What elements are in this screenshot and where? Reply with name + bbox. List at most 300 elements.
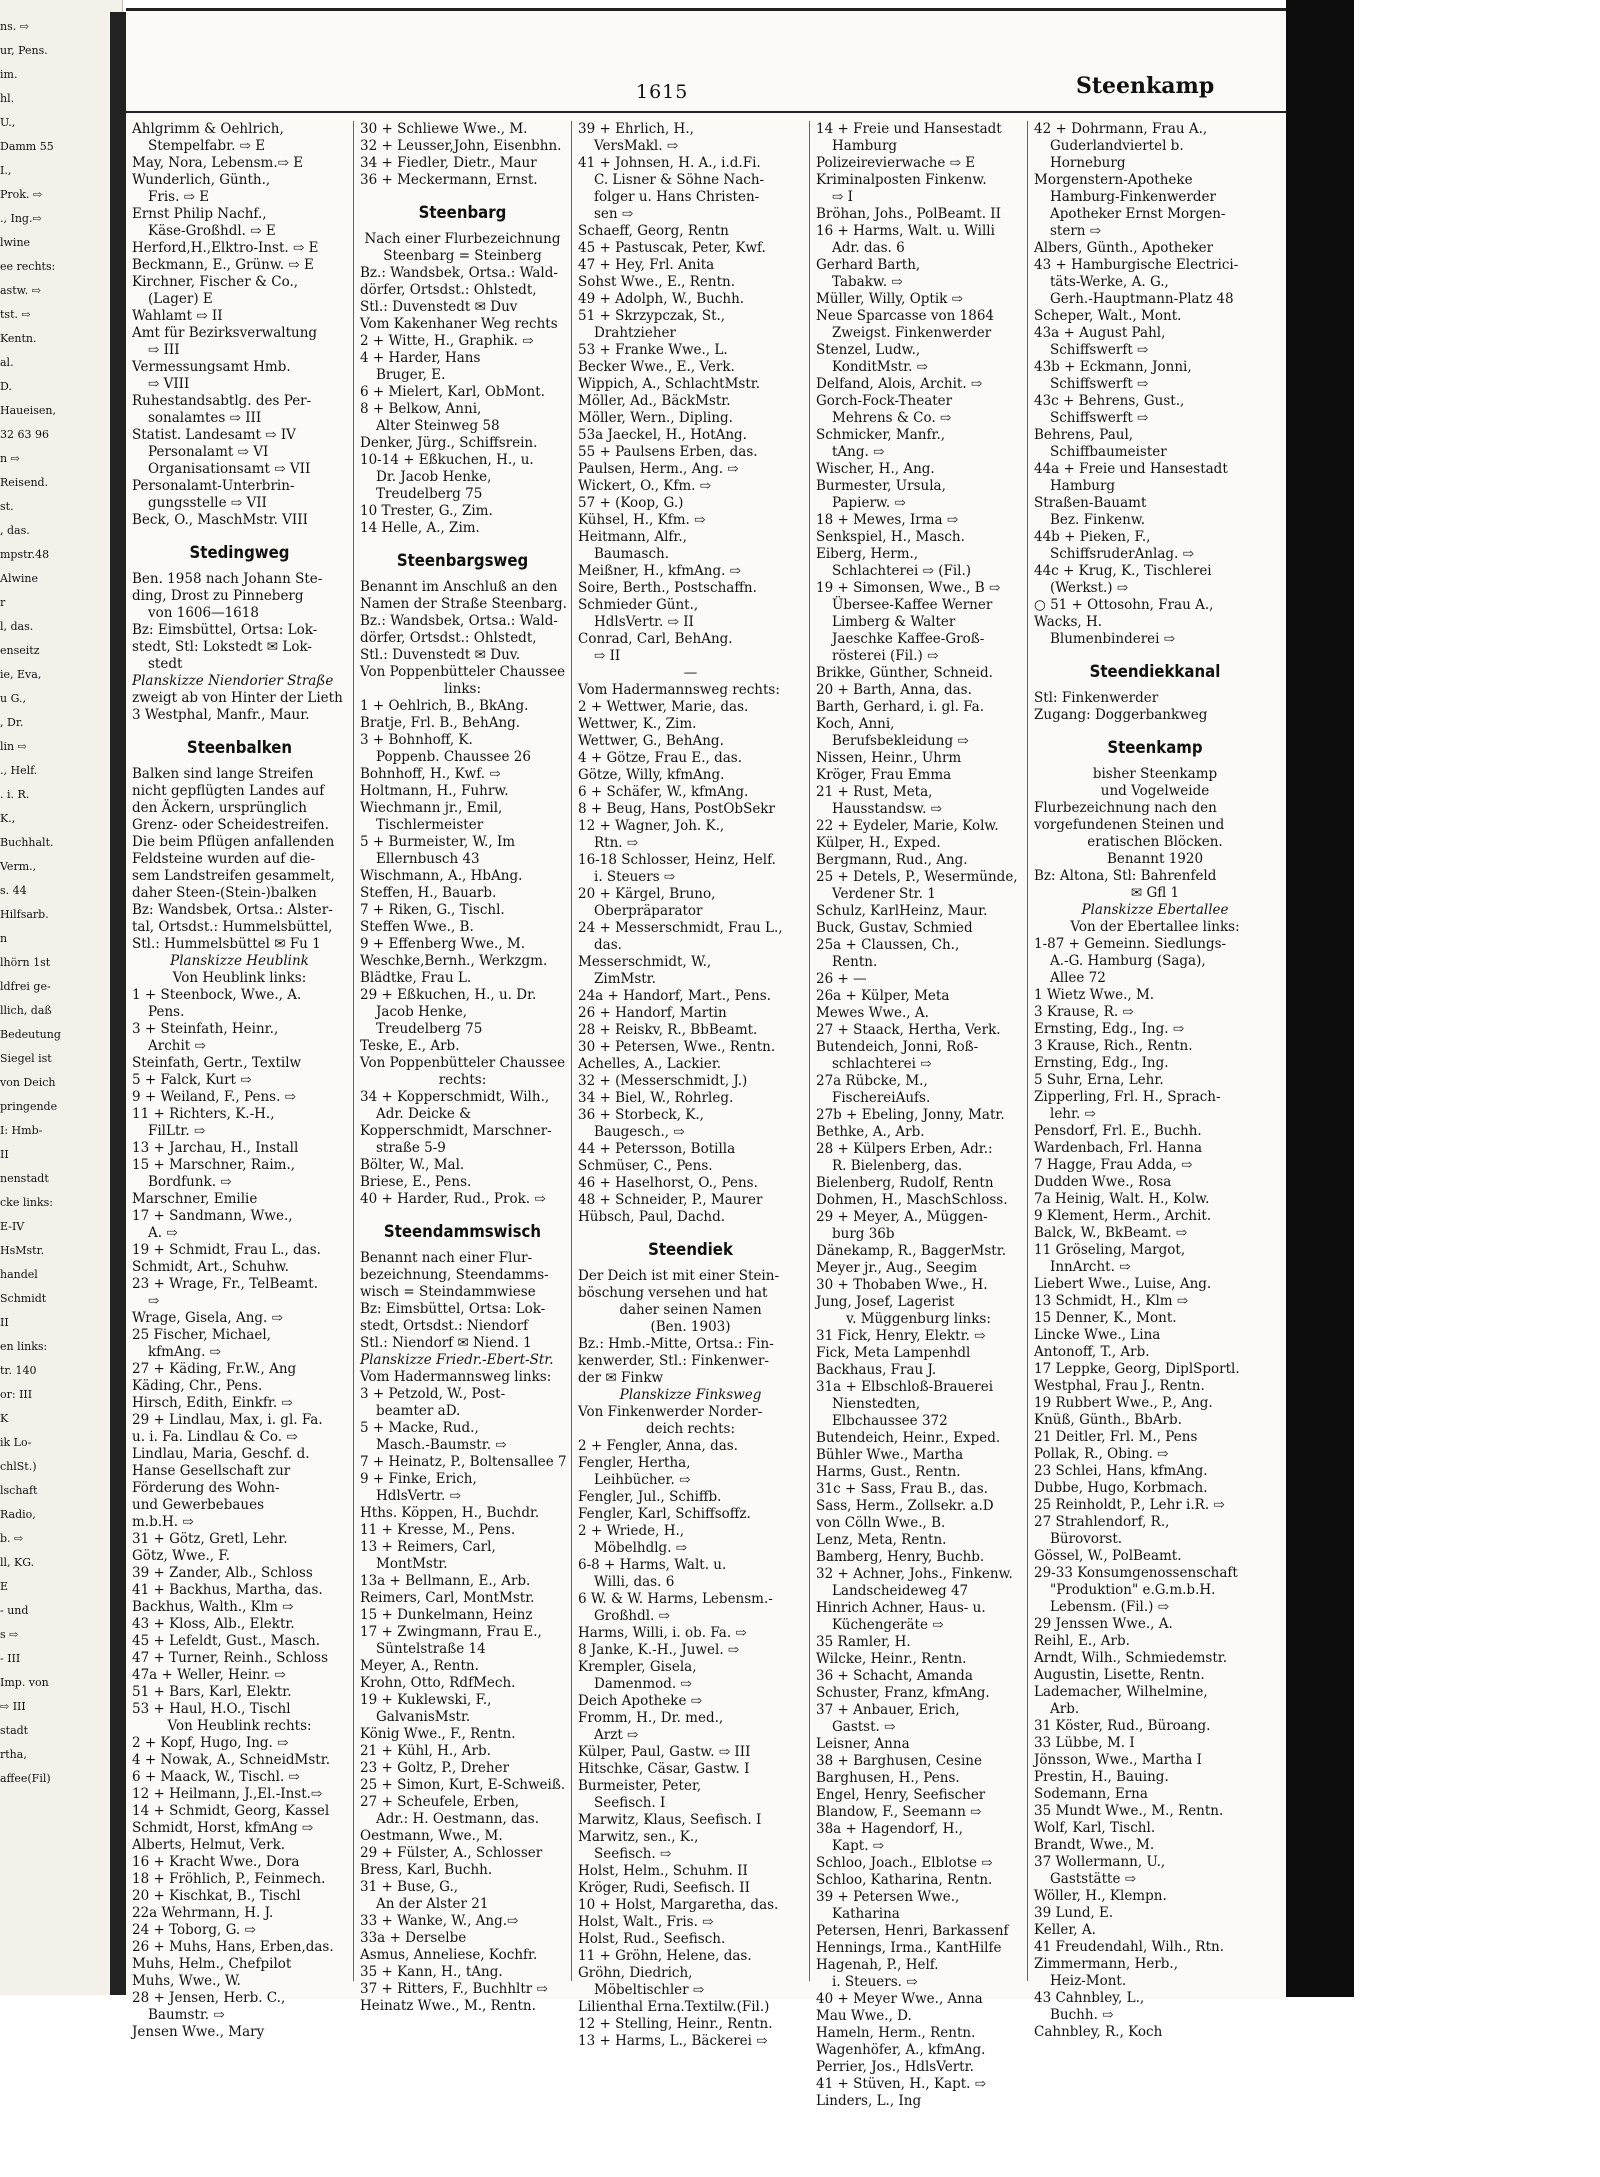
directory-entry: Deich Apotheke ⇨	[578, 1693, 703, 1709]
column-1	[126, 121, 354, 2040]
directory-entry: Vom Hadermannsweg links:	[360, 1369, 552, 1385]
directory-entry: ⇨ I	[832, 189, 853, 205]
directory-entry: Heitmann, Alfr.,	[578, 529, 687, 545]
left-page-fragment: l, das.	[0, 620, 34, 633]
directory-entry: Meyer, A., Rentn.	[360, 1658, 479, 1674]
left-page-fragment: Schmidt	[0, 1292, 47, 1305]
directory-entry: Von Heublink links:	[172, 970, 307, 986]
left-page-fragment: Imp. von	[0, 1676, 49, 1689]
directory-entry: Alter Steinweg 58	[376, 418, 500, 434]
directory-entry: Cahnbley, R., Koch	[1034, 2024, 1163, 2040]
left-page-fragment: - III	[0, 1652, 21, 1665]
directory-entry: Nissen, Heinr., Uhrm	[816, 750, 962, 766]
directory-entry: 10 Trester, G., Zim.	[360, 503, 493, 519]
directory-entry: Schiffswerft ⇨	[1050, 410, 1149, 426]
directory-entry: Vermessungsamt Hmb.	[132, 359, 291, 375]
directory-entry: 40 + Harder, Rud., Prok. ⇨	[360, 1191, 546, 1207]
directory-entry: 8 Janke, K.-H., Juwel. ⇨	[578, 1642, 740, 1658]
directory-entry: Übersee-Kaffee Werner	[832, 597, 993, 613]
directory-entry: 33 Lübbe, M. I	[1034, 1735, 1135, 1751]
directory-entry: Delfand, Alois, Archit. ⇨	[816, 376, 983, 392]
directory-entry: dörfer, Ortsdst.: Ohlstedt,	[360, 630, 537, 646]
directory-entry: Verdener Str. 1	[832, 886, 936, 902]
directory-entry: 28 + Reiskv, R., BbBeamt.	[578, 1022, 758, 1038]
directory-entry: 48 + Schneider, P., Maurer	[578, 1192, 763, 1208]
directory-entry: Gerhard Barth,	[816, 257, 921, 273]
street-heading: Steendiek	[648, 1240, 733, 1260]
left-page-fragment: tst. ⇨	[0, 308, 31, 321]
directory-entry: 18 + Fröhlich, P., Feinmech.	[132, 1871, 326, 1887]
street-heading: Steendiekkanal	[1089, 662, 1221, 682]
directory-entry: Treudelberg 75	[376, 486, 483, 502]
directory-entry: sonalamtes ⇨ III	[148, 410, 262, 426]
left-page-fragment: K.,	[0, 812, 16, 825]
directory-entry: Grenz- oder Scheidestreifen.	[132, 817, 329, 833]
directory-entry: Dohmen, H., MaschSchloss.	[816, 1192, 1008, 1208]
directory-entry: Gerh.-Hauptmann-Platz 48	[1050, 291, 1234, 307]
directory-entry: Förderung des Wohn-	[132, 1480, 280, 1496]
directory-entry: Fengler, Hertha,	[578, 1455, 691, 1471]
directory-entry: 16 + Harms, Walt. u. Willi	[816, 223, 995, 239]
directory-entry: Adr. Deicke &	[376, 1106, 472, 1122]
directory-entry: VersMakl. ⇨	[594, 138, 679, 154]
directory-entry: SchiffsruderAnlag. ⇨	[1050, 546, 1194, 562]
directory-entry: 35 Ramler, H.	[816, 1634, 911, 1650]
directory-entry: Benannt nach einer Flur-	[360, 1250, 533, 1266]
directory-entry: 5 + Falck, Kurt ⇨	[132, 1072, 252, 1088]
directory-entry: 31c + Sass, Frau B., das.	[816, 1481, 988, 1497]
directory-entry: 35 + Kann, H., tAng.	[360, 1964, 503, 1980]
left-page-fragment: I.,	[0, 164, 12, 177]
directory-entry: 39 + Ehrlich, H.,	[578, 121, 694, 137]
directory-entry: Pensdorf, Frl. E., Buchh.	[1034, 1123, 1202, 1139]
directory-entry: Balck, W., BkBeamt. ⇨	[1034, 1225, 1188, 1241]
directory-entry: 3 + Bohnhoff, K.	[360, 732, 473, 748]
directory-entry: 36 + Meckermann, Ernst.	[360, 172, 538, 188]
directory-entry: Holtmann, H., Fuhrw.	[360, 783, 509, 799]
directory-entry: 10-14 + Eßkuchen, H., u.	[360, 452, 534, 468]
directory-entry: Guderlandviertel b.	[1050, 138, 1184, 154]
directory-entry: 41 + Stüven, H., Kapt. ⇨	[816, 2076, 987, 2092]
left-page-fragment: n ⇨	[0, 452, 20, 465]
directory-entry: 20 + Barth, Anna, das.	[816, 682, 972, 698]
directory-entry: Götz, Wwe., F.	[132, 1548, 230, 1564]
directory-entry: Wrage, Gisela, Ang. ⇨	[132, 1310, 283, 1326]
directory-entry: 30 + Thobaben Wwe., H.	[816, 1277, 988, 1293]
directory-entry: 43 Cahnbley, L.,	[1034, 1990, 1145, 2006]
left-page-fragment: , Dr.	[0, 716, 24, 729]
left-page-fragment: ik Lo-	[0, 1436, 32, 1449]
directory-entry: Archit ⇨	[148, 1038, 206, 1054]
directory-entry: Namen der Straße Steenbarg.	[360, 596, 567, 612]
directory-entry: Lilienthal Erna.Textilw.(Fil.)	[578, 1999, 770, 2015]
left-page-fragment: ie, Eva,	[0, 668, 42, 681]
directory-entry: Sohst Wwe., E., Rentn.	[578, 274, 735, 290]
directory-entry: Drahtzieher	[594, 325, 677, 341]
directory-entry: 38 + Barghusen, Cesine	[816, 1753, 982, 1769]
left-page-fragment: st.	[0, 500, 14, 513]
directory-entry: 47a + Weller, Heinr. ⇨	[132, 1667, 286, 1683]
directory-page	[126, 8, 1286, 2109]
directory-entry: Gröhn, Diedrich,	[578, 1965, 693, 1981]
directory-entry: Holst, Rud., Seefisch.	[578, 1931, 726, 1947]
street-heading: Stedingweg	[189, 543, 290, 563]
directory-entry: Nach einer Flurbezeichnung	[364, 231, 561, 247]
left-page-fragment: Radio,	[0, 1508, 36, 1521]
directory-entry: Buck, Gustav, Schmied	[816, 920, 973, 936]
directory-entry: Zimmermann, Herb.,	[1034, 1956, 1179, 1972]
left-page-fragment: Reisend.	[0, 476, 49, 489]
left-page-fragment: Verm.,	[0, 860, 37, 873]
directory-entry: 21 + Rust, Meta,	[816, 784, 933, 800]
directory-entry: Ellernbusch 43	[376, 851, 480, 867]
left-page-fragment: hl.	[0, 92, 15, 105]
directory-entry: 49 + Adolph, W., Buchh.	[578, 291, 745, 307]
directory-entry: Wahlamt ⇨ II	[132, 308, 223, 324]
directory-entry: 15 + Marschner, Raim.,	[132, 1157, 296, 1173]
directory-entry: Möller, Wern., Dipling.	[578, 410, 733, 426]
directory-entry: 11 Gröseling, Margot,	[1034, 1242, 1186, 1258]
directory-entry: 31 + Buse, G.,	[360, 1879, 459, 1895]
directory-entry: Lindlau, Maria, Geschf. d.	[132, 1446, 310, 1462]
directory-entry: Stl.: Duvenstedt ✉ Duv.	[360, 647, 521, 663]
directory-entry: das.	[594, 937, 622, 953]
directory-entry: Wippich, A., SchlachtMstr.	[578, 376, 761, 392]
left-page-fragment: u G.,	[0, 692, 26, 705]
directory-entry: Balken sind lange Streifen	[132, 766, 314, 782]
directory-entry: 2 + Kopf, Hugo, Ing. ⇨	[132, 1735, 289, 1751]
directory-entry: Arb.	[1050, 1701, 1080, 1717]
directory-entry: Ben. 1958 nach Johann Ste-	[132, 571, 323, 587]
directory-entry: 44c + Krug, K., Tischlerei	[1034, 563, 1212, 579]
directory-entry: Briese, E., Pens.	[360, 1174, 472, 1190]
directory-entry: Conrad, Carl, BehAng.	[578, 631, 733, 647]
directory-entry: 45 + Lefeldt, Gust., Masch.	[132, 1633, 321, 1649]
directory-entry: 15 Denner, K., Mont.	[1034, 1310, 1177, 1326]
directory-entry: R. Bielenberg, das.	[832, 1158, 963, 1174]
directory-entry: Denker, Jürg., Schiffsrein.	[360, 435, 538, 451]
directory-entry: 43a + August Pahl,	[1034, 325, 1166, 341]
left-page-fragment: astw. ⇨	[0, 284, 41, 297]
page-number: 1615	[636, 81, 689, 103]
directory-entry: Küchengeräte ⇨	[832, 1617, 944, 1633]
directory-entry: KonditMstr. ⇨	[832, 359, 928, 375]
directory-entry: Masch.-Baumstr. ⇨	[376, 1437, 507, 1453]
directory-entry: 31a + Elbschloß-Brauerei	[816, 1379, 994, 1395]
directory-entry: von 1606—1618	[148, 605, 259, 621]
directory-entry: 7 + Heinatz, P., Boltensallee 7	[360, 1454, 567, 1470]
directory-entry: Weschke,Bernh., Werkzgm.	[360, 953, 548, 969]
directory-entry: Stl: Finkenwerder	[1034, 690, 1159, 706]
directory-entry: 44a + Freie und Hansestadt	[1034, 461, 1228, 477]
directory-entry: Bergmann, Rud., Ang.	[816, 852, 968, 868]
directory-entry: 24a + Handorf, Mart., Pens.	[578, 988, 771, 1004]
header-rule	[126, 111, 1286, 113]
directory-entry: nicht gepflügten Landes auf	[132, 783, 325, 799]
directory-entry: Fromm, H., Dr. med.,	[578, 1710, 724, 1726]
directory-entry: 43b + Eckmann, Jonni,	[1034, 359, 1192, 375]
directory-entry: Blandow, F., Seemann ⇨	[816, 1804, 982, 1820]
street-heading: Steenbargsweg	[396, 551, 529, 571]
directory-entry: 41 + Johnsen, H. A., i.d.Fi.	[578, 155, 761, 171]
directory-entry: Vom Hadermannsweg rechts:	[578, 682, 780, 698]
directory-entry: Blädtke, Frau L.	[360, 970, 472, 986]
directory-entry: 25 Fischer, Michael,	[132, 1327, 271, 1343]
directory-entry: Müller, Willy, Optik ⇨	[816, 291, 963, 307]
directory-entry: 1 + Steenbock, Wwe., A.	[132, 987, 302, 1003]
directory-entry: und Gewerbebaues	[132, 1497, 265, 1513]
directory-entry: Bröhan, Johs., PolBeamt. II	[816, 206, 1001, 222]
directory-entry: Prestin, H., Bauing.	[1034, 1769, 1169, 1785]
street-heading: Steenbalken	[186, 738, 293, 758]
left-page-fragment: , das.	[0, 524, 30, 537]
directory-entry: 6 + Mielert, Karl, ObMont.	[360, 384, 545, 400]
directory-entry: Die beim Pflügen anfallenden	[132, 834, 335, 850]
left-page-fragment: II	[0, 1148, 9, 1161]
directory-entry: Gorch-Fock-Theater	[816, 393, 953, 409]
directory-entry: Jung, Josef, Lagerist	[816, 1294, 955, 1310]
directory-entry: 19 + Schmidt, Frau L., das.	[132, 1242, 321, 1258]
directory-entry: Hausstandsw. ⇨	[832, 801, 942, 817]
directory-entry: beamter aD.	[376, 1403, 461, 1419]
directory-entry: Polizeirevierwache ⇨ E	[816, 155, 976, 171]
directory-entry: A. ⇨	[148, 1225, 178, 1241]
directory-entry: Stenzel, Ludw.,	[816, 342, 921, 358]
directory-entry: 7 Hagge, Frau Adda, ⇨	[1034, 1157, 1193, 1173]
directory-entry: 3 Westphal, Manfr., Maur.	[132, 707, 310, 723]
left-page-fragment: Damm 55	[0, 140, 54, 153]
directory-entry: 43 + Kloss, Alb., Elektr.	[132, 1616, 295, 1632]
directory-entry: Flurbezeichnung nach den	[1034, 800, 1217, 816]
directory-entry: von Cölln Wwe., B.	[816, 1515, 946, 1531]
street-heading: Steenbarg	[418, 203, 507, 223]
directory-entry: 39 Lund, E.	[1034, 1905, 1114, 1921]
left-page-fragment: handel	[0, 1268, 38, 1281]
directory-entry: Engel, Henry, Seefischer	[816, 1787, 986, 1803]
directory-entry: ○ 51 + Ottosohn, Frau A.,	[1034, 597, 1214, 613]
directory-entry: eratischen Blöcken.	[1087, 834, 1223, 850]
directory-entry: 6 + Schäfer, W., kfmAng.	[578, 784, 749, 800]
directory-entry: 36 + Schacht, Amanda	[816, 1668, 973, 1684]
directory-entry: Arzt ⇨	[594, 1727, 639, 1743]
directory-entry: Feldsteine wurden auf die-	[132, 851, 316, 867]
left-page-fragment: Bedeutung	[0, 1028, 61, 1041]
directory-entry: Brandt, Wwe., M.	[1034, 1837, 1155, 1853]
directory-entry: schlachterei ⇨	[832, 1056, 932, 1072]
directory-entry: Dr. Jacob Henke,	[376, 469, 492, 485]
directory-entry: Damenmod. ⇨	[594, 1676, 692, 1692]
directory-entry: Holst, Walt., Fris. ⇨	[578, 1914, 714, 1930]
directory-entry: stedt, Stl: Lokstedt ✉ Lok-	[132, 639, 312, 655]
directory-entry: Behrens, Paul,	[1034, 427, 1134, 443]
directory-entry: Seefisch. I	[594, 1795, 666, 1811]
directory-entry: 19 + Simonsen, Wwe., B ⇨	[816, 580, 1001, 596]
directory-entry: Katharina	[832, 1906, 900, 1922]
directory-entry: 11 + Kresse, M., Pens.	[360, 1522, 516, 1538]
directory-entry: u. i. Fa. Lindlau & Co. ⇨	[132, 1429, 298, 1445]
directory-entry: gungsstelle ⇨ VII	[148, 495, 267, 511]
directory-entry: 4 + Nowak, A., SchneidMstr.	[132, 1752, 330, 1768]
directory-entry: Wöller, H., Klempn.	[1034, 1888, 1167, 1904]
directory-entry: Lincke Wwe., Lina	[1034, 1327, 1161, 1343]
directory-entry: 26 + —	[816, 971, 867, 987]
directory-entry: 3 + Petzold, W., Post-	[360, 1386, 506, 1402]
directory-entry: 47 + Turner, Reinh., Schloss	[132, 1650, 329, 1666]
left-page-fragment: tr. 140	[0, 1364, 37, 1377]
directory-entry: 7 + Riken, G., Tischl.	[360, 902, 505, 918]
directory-entry: Mau Wwe., D.	[816, 2008, 912, 2024]
directory-entry: 17 + Sandmann, Wwe.,	[132, 1208, 293, 1224]
directory-entry: Reimers, Carl, MontMstr.	[360, 1590, 535, 1606]
directory-entry: Möller, Ad., BäckMstr.	[578, 393, 731, 409]
directory-entry: bezeichnung, Steendamms-	[360, 1267, 549, 1283]
directory-entry: 46 + Haselhorst, O., Pens.	[578, 1175, 758, 1191]
left-page-fragment: K	[0, 1412, 9, 1425]
directory-entry: Heiz-Mont.	[1050, 1973, 1127, 1989]
directory-entry: Alberts, Helmut, Verk.	[132, 1837, 286, 1853]
directory-entry: 23 + Goltz, P., Dreher	[360, 1760, 510, 1776]
directory-entry: 13 + Jarchau, H., Install	[132, 1140, 299, 1156]
left-page-fragment: b. ⇨	[0, 1532, 24, 1545]
directory-entry: ✉ Gfl 1	[1130, 885, 1180, 901]
directory-entry: Oestmann, Wwe., M.	[360, 1828, 503, 1844]
left-page-fragment: ldfrei ge-	[0, 980, 51, 993]
directory-entry: Käding, Chr., Pens.	[132, 1378, 263, 1394]
directory-entry: 13 Schmidt, H., Klm ⇨	[1034, 1293, 1189, 1309]
column-2	[354, 121, 572, 2014]
directory-entry: Wunderlich, Günth.,	[132, 172, 271, 188]
directory-entry: Zweigst. Finkenwerder	[832, 325, 992, 341]
directory-entry: 19 + Kuklewski, F.,	[360, 1692, 492, 1708]
directory-entry: Sass, Herm., Zollsekr. a.D	[816, 1498, 994, 1514]
directory-entry: Adr. das. 6	[832, 240, 905, 256]
directory-entry: Bruger, E.	[376, 367, 446, 383]
directory-entry: Hamburg	[832, 138, 898, 154]
left-page-fragment: stadt	[0, 1724, 29, 1737]
directory-entry: 33a + Derselbe	[360, 1930, 467, 1946]
directory-entry: 15 + Dunkelmann, Heinz	[360, 1607, 533, 1623]
directory-entry: 53 + Haul, H.O., Tischl	[132, 1701, 291, 1717]
directory-entry: 6 + Maack, W., Tischl. ⇨	[132, 1769, 300, 1785]
directory-entry: rösterei (Fil.) ⇨	[832, 648, 939, 664]
directory-entry: Barghusen, H., Pens.	[816, 1770, 960, 1786]
directory-entry: 36 + Storbeck, K.,	[578, 1107, 704, 1123]
directory-entry: Von der Ebertallee links:	[1070, 919, 1240, 935]
left-page-fragment: cke links:	[0, 1196, 53, 1209]
directory-entry: Hanse Gesellschaft zur	[132, 1463, 291, 1479]
left-page-fragment: r	[0, 596, 6, 609]
directory-entry: 9 + Weiland, F., Pens. ⇨	[132, 1089, 296, 1105]
directory-entry: Käse-Großhdl. ⇨ E	[148, 223, 276, 239]
directory-entry: Kopperschmidt, Marschner-	[360, 1123, 552, 1139]
directory-entry: Reihl, E., Arb.	[1034, 1633, 1130, 1649]
left-page-fragment: HsMstr.	[0, 1244, 45, 1257]
directory-entry: 11 + Richters, K.-H.,	[132, 1106, 275, 1122]
directory-entry: (Lager) E	[148, 291, 213, 307]
directory-entry: HdlsVertr. ⇨	[376, 1488, 461, 1504]
directory-entry: 29-33 Konsumgenossenschaft	[1034, 1565, 1238, 1581]
directory-entry: C. Lisner & Söhne Nach-	[594, 172, 765, 188]
left-page-fragment: Alwine	[0, 572, 38, 585]
directory-entry: 32 + Leusser,John, Eisenbhn.	[360, 138, 562, 154]
directory-entry: 22 + Eydeler, Marie, Kolw.	[816, 818, 999, 834]
directory-entry: Backhaus, Frau J.	[816, 1362, 937, 1378]
directory-entry: Adr.: H. Oestmann, das.	[376, 1811, 539, 1827]
map-reference: Planskizze Friedr.-Ebert-Str.	[360, 1352, 554, 1368]
directory-entry: tal, Ortsdst.: Hummelsbüttel,	[132, 919, 333, 935]
directory-entry: 37 + Ritters, F., Buchhltr ⇨	[360, 1981, 548, 1997]
directory-entry: Wagenhöfer, A., kfmAng.	[816, 2042, 986, 2058]
directory-entry: straße 5-9	[376, 1140, 446, 1156]
left-page-fragment: ., Helf.	[0, 764, 38, 777]
directory-entry: Bz: Wandsbek, Ortsa.: Alster-	[132, 902, 333, 918]
directory-entry: Schiffswerft ⇨	[1050, 342, 1149, 358]
directory-entry: GalvanisMstr.	[376, 1709, 471, 1725]
directory-entry: i. Steuers. ⇨	[832, 1974, 918, 1990]
directory-entry: Zugang: Doggerbankweg	[1034, 707, 1208, 723]
directory-entry: Dudden Wwe., Rosa	[1034, 1174, 1172, 1190]
directory-entry: 12 + Wagner, Joh. K.,	[578, 818, 725, 834]
directory-entry: den Äckern, ursprünglich	[132, 800, 307, 816]
left-page-fragment: ee rechts:	[0, 260, 56, 273]
directory-entry: 47 + Hey, Frl. Anita	[578, 257, 715, 273]
directory-entry: Buchh. ⇨	[1050, 2007, 1114, 2023]
column-5	[1028, 121, 1282, 2040]
directory-entry: 1 + Oehlrich, B., BkAng.	[360, 698, 529, 714]
directory-entry: 40 + Meyer Wwe., Anna	[816, 1991, 983, 2007]
directory-entry: Stempelfabr. ⇨ E	[148, 138, 266, 154]
directory-entry: 25 Reinholdt, P., Lehr i.R. ⇨	[1034, 1497, 1225, 1513]
directory-entry: 2 + Fengler, Anna, das.	[578, 1438, 738, 1454]
directory-entry: Ernst Philip Nachf.,	[132, 206, 267, 222]
directory-entry: 2 + Wriede, H.,	[578, 1523, 685, 1539]
directory-entry: Schuster, Franz, kfmAng.	[816, 1685, 990, 1701]
directory-entry: König Wwe., F., Rentn.	[360, 1726, 516, 1742]
directory-entry: Senkspiel, H., Masch.	[816, 529, 965, 545]
directory-entry: tAng. ⇨	[832, 444, 885, 460]
directory-entry: der ✉ Finkw	[578, 1370, 664, 1386]
directory-entry: Marwitz, sen., K.,	[578, 1829, 699, 1845]
directory-entry: ZimMstr.	[594, 971, 656, 987]
directory-entry: Blumenbinderei ⇨	[1050, 631, 1176, 647]
directory-entry: 14 + Schmidt, Georg, Kassel	[132, 1803, 330, 1819]
directory-entry: Morgenstern-Apotheke	[1034, 172, 1193, 188]
directory-entry: 41 + Backhus, Martha, das.	[132, 1582, 323, 1598]
directory-entry: 13 + Reimers, Carl,	[360, 1539, 496, 1555]
directory-entry: HdlsVertr. ⇨ II	[594, 614, 694, 630]
directory-entry: Berufsbekleidung ⇨	[832, 733, 969, 749]
directory-entry: Steenbarg = Steinberg	[383, 248, 542, 264]
directory-entry: MontMstr.	[376, 1556, 448, 1572]
directory-entry: Sodemann, Erna	[1034, 1786, 1148, 1802]
directory-entry: Von Finkenwerder Norder-	[578, 1404, 763, 1420]
directory-entry: Fengler, Jul., Schiffb.	[578, 1489, 722, 1505]
directory-entry: 43 + Hamburgische Electrici-	[1034, 257, 1239, 273]
directory-entry: 31 + Götz, Gretl, Lehr.	[132, 1531, 288, 1547]
directory-entry: ⇨ II	[594, 648, 621, 664]
directory-entry: 29 + Fülster, A., Schlosser	[360, 1845, 543, 1861]
directory-entry: Bez. Finkenw.	[1050, 512, 1146, 528]
directory-entry: Burmester, Ursula,	[816, 478, 946, 494]
directory-entry: 34 + Kopperschmidt, Wilh.,	[360, 1089, 550, 1105]
directory-entry: Hamburg-Finkenwerder	[1050, 189, 1216, 205]
directory-entry: Von Poppenbütteler Chaussee	[360, 664, 566, 680]
left-page-fragment: E-IV	[0, 1220, 25, 1233]
directory-entry: Knüß, Günth., BbArb.	[1034, 1412, 1182, 1428]
left-page-fragment: U.,	[0, 116, 16, 129]
directory-entry: Beck, O., MaschMstr. VIII	[132, 512, 308, 528]
directory-entry: 30 + Schliewe Wwe., M.	[360, 121, 528, 137]
